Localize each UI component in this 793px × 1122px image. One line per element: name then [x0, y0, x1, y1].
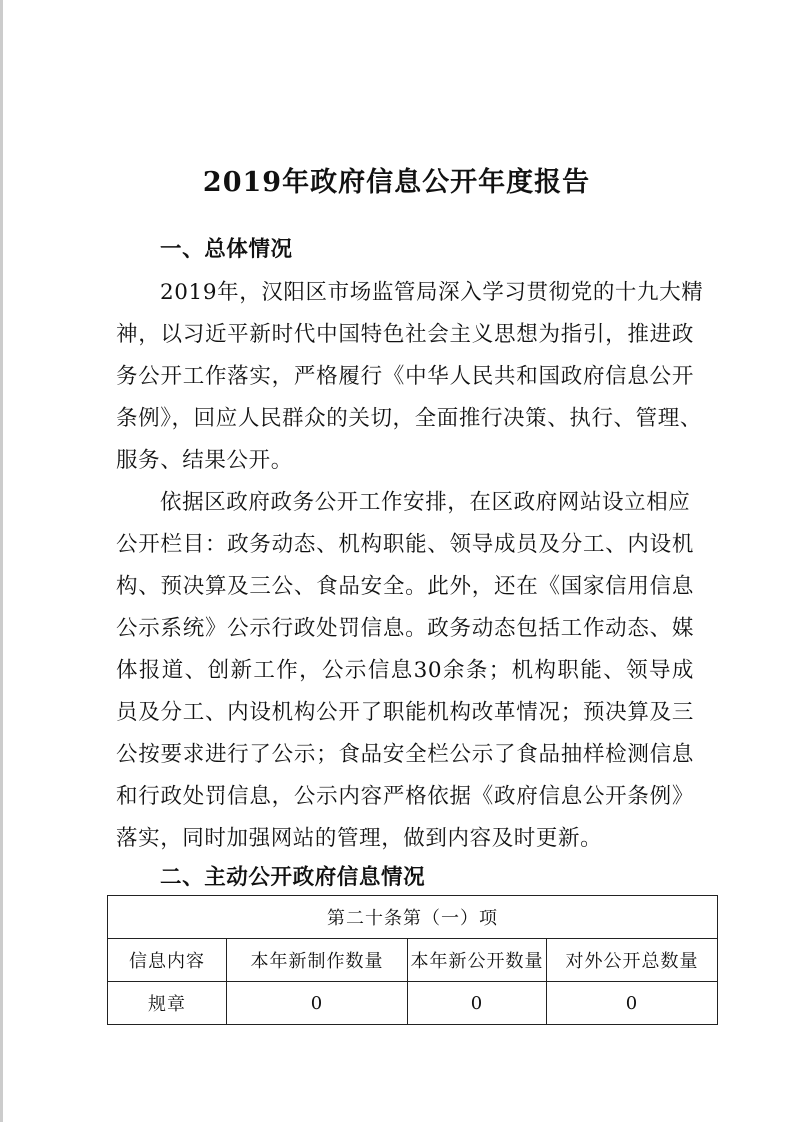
table-cell: 规章 [108, 982, 227, 1025]
table-header: 对外公开总数量 [547, 939, 718, 982]
paragraph-line: 务公开工作落实，严格履行《中华人民共和国政府信息公开 [116, 364, 694, 389]
paragraph-line: 神，以习近平新时代中国特色社会主义思想为指引，推进政 [116, 322, 694, 347]
paragraph-line: 依据区政府政务公开工作安排，在区政府网站设立相应 [160, 490, 691, 515]
paragraph-line: 体报道、创新工作，公示信息30余条；机构职能、领导成 [116, 658, 694, 683]
section-heading-1: 一、总体情况 [160, 237, 293, 262]
paragraph-line: 公示系统》公示行政处罚信息。政务动态包括工作动态、媒 [116, 616, 694, 641]
section-heading-2: 二、主动公开政府信息情况 [160, 865, 426, 890]
table-header: 信息内容 [108, 939, 227, 982]
paragraph-line: 条例》，回应人民群众的关切，全面推行决策、执行、管理、 [116, 406, 702, 431]
paragraph-line: 服务、结果公开。 [116, 448, 293, 473]
table-header-row [108, 939, 718, 982]
paragraph-line: 落实，同时加强网站的管理，做到内容及时更新。 [116, 826, 603, 851]
table-row [108, 982, 718, 1025]
page-title: 2019年政府信息公开年度报告 [202, 167, 591, 198]
table-cell: 0 [227, 982, 408, 1025]
table-header: 本年新制作数量 [227, 939, 408, 982]
table-header: 本年新公开数量 [408, 939, 547, 982]
paragraph-line: 2019年，汉阳区市场监管局深入学习贯彻党的十九大精 [160, 280, 704, 305]
paragraph-line: 构、预决算及三公、食品安全。此外，还在《国家信用信息 [116, 574, 694, 599]
table-caption: 第二十条第（一）项 [108, 896, 718, 939]
table-cell: 0 [547, 982, 718, 1025]
paragraph-line: 和行政处罚信息，公示内容严格依据《政府信息公开条例》 [116, 784, 694, 809]
paragraph-line: 公开栏目：政务动态、机构职能、领导成员及分工、内设机 [116, 532, 694, 557]
paragraph-line: 员及分工、内设机构公开了职能机构改革情况；预决算及三 [116, 700, 694, 725]
table-cell: 0 [408, 982, 547, 1025]
paragraph-line: 公按要求进行了公示；食品安全栏公示了食品抽样检测信息 [116, 742, 694, 767]
disclosure-table [107, 895, 718, 1025]
